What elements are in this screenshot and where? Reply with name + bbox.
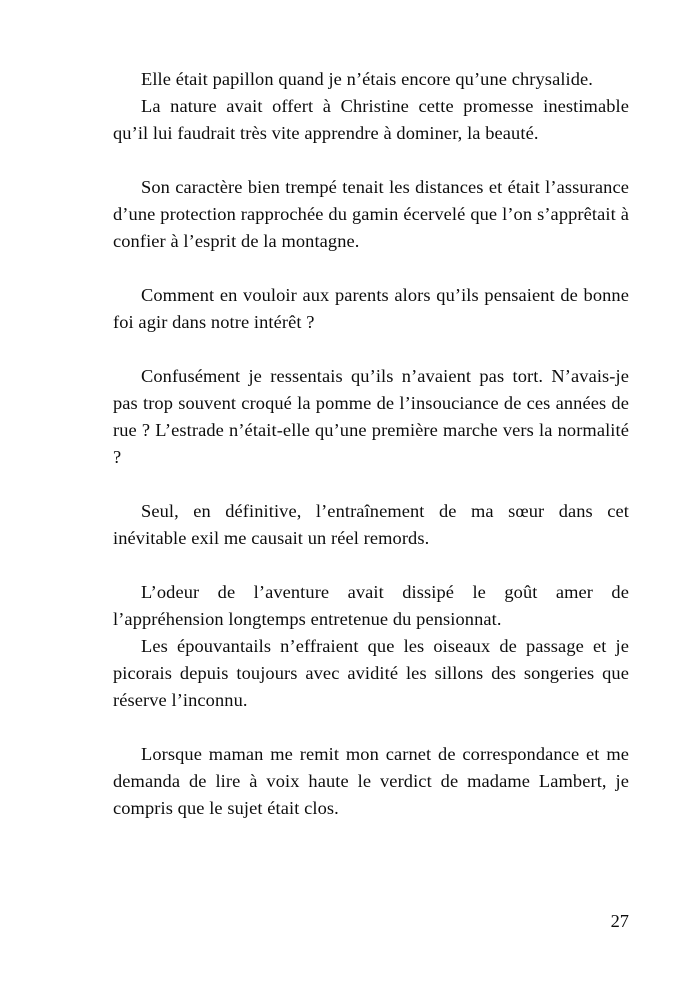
- page-number: 27: [610, 911, 629, 931]
- paragraph: Son caractère bien trempé tenait les distances et était l’assurance d’une protection rapprochée du gamin écervelé que l’on s’apprêtait à confier à l’esprit de la montagne.: [113, 177, 629, 251]
- paragraph: Seul, en définitive, l’entraînement de ma sœur dans cet inévitable exil me causait un réel remords.: [113, 501, 629, 548]
- paragraph: Confusément je ressentais qu’ils n’avaient pas tort. N’avais-je pas trop souvent croqué la pomme de l’insouciance de ces années de rue ? L’estrade n’était-elle qu’une première marche vers la normalité ?: [113, 366, 629, 467]
- paragraph: La nature avait offert à Christine cette promesse inestimable qu’il lui faudrait très vite apprendre à dominer, la beauté.: [113, 96, 629, 143]
- paragraph: Lorsque maman me remit mon carnet de correspondance et me demanda de lire à voix haute le verdict de madame Lambert, je compris que le sujet était clos.: [113, 744, 629, 818]
- paragraph: Comment en vouloir aux parents alors qu’ils pensaient de bonne foi agir dans notre intérêt ?: [113, 285, 629, 332]
- paragraph: Les épouvantails n’effraient que les oiseaux de passage et je picorais depuis toujours avec avidité les sillons des songeries que réserve l’inconnu.: [113, 636, 629, 710]
- paragraph: L’odeur de l’aventure avait dissipé le goût amer de l’appréhension longtemps entretenue du pensionnat.: [113, 582, 629, 629]
- paragraph: Elle était papillon quand je n’étais encore qu’une chrysalide.: [141, 69, 594, 89]
- page-text-block: [113, 66, 629, 822]
